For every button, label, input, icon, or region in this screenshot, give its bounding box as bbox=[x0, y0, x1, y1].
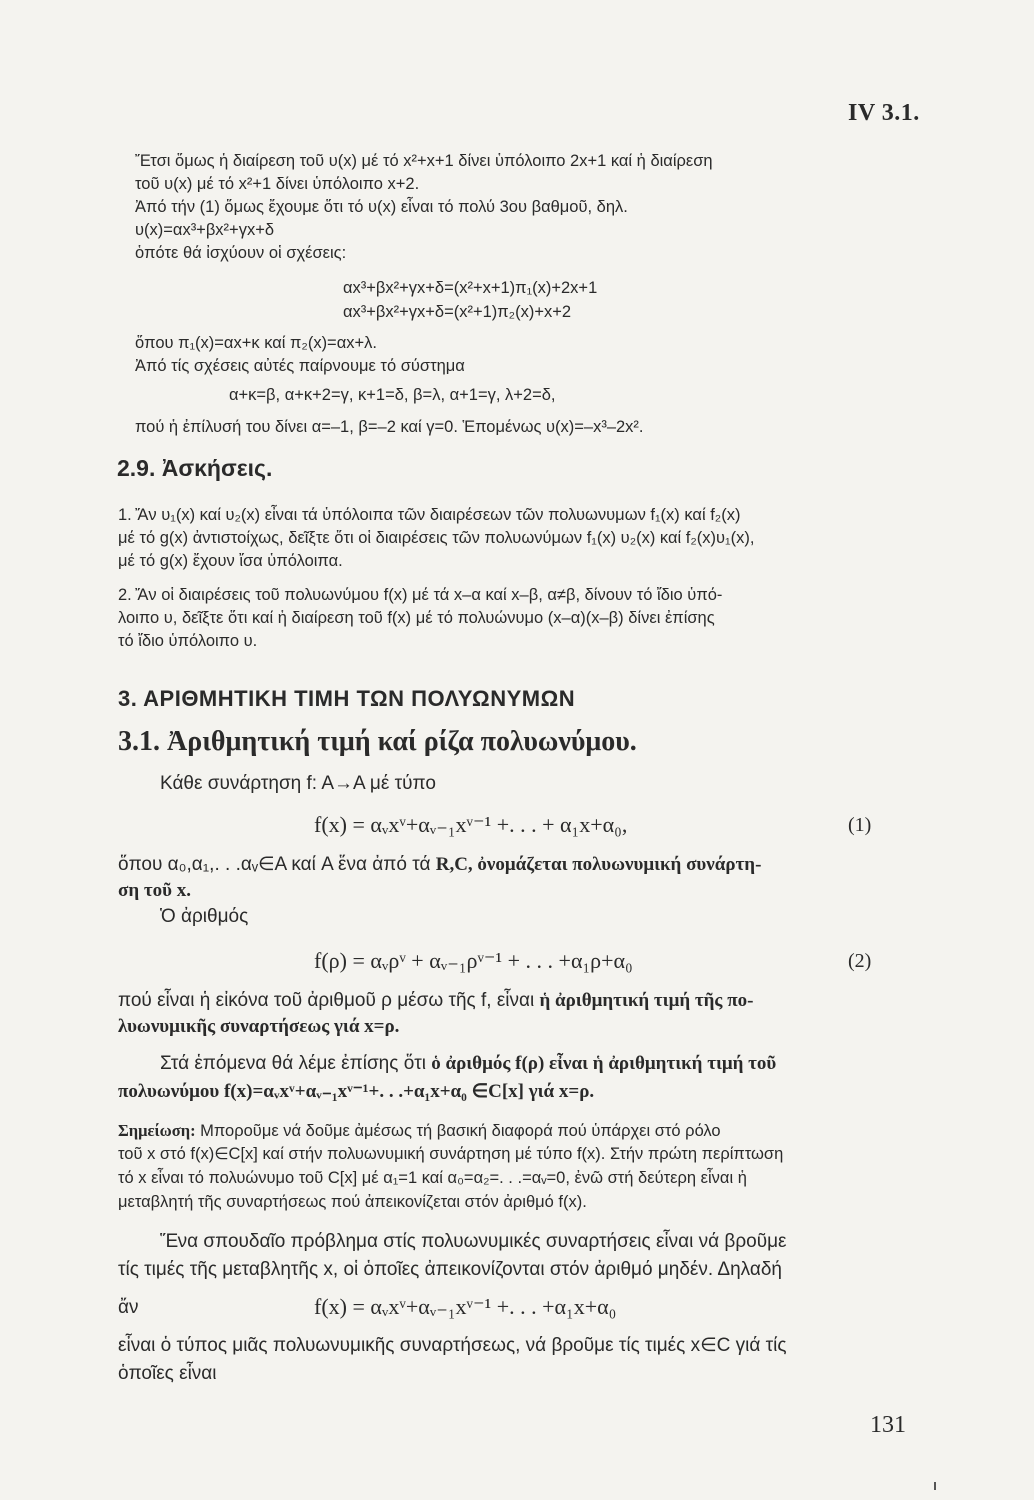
note-line: τοῦ x στό f(x)∈C[x] καί στήν πολυωνυμική συνάρτηση μέ τύπο f(x). Στήν πρώτη περίπτωση bbox=[118, 1145, 784, 1163]
text-line: τό ἴδιο ὑπόλοιπο υ. bbox=[118, 632, 258, 650]
text-run: Μποροῦμε νά δοῦμε ἀμέσως τή βασική διαφορά πού ὑπάρχει στό ρόλο bbox=[195, 1122, 721, 1140]
text-line: Ἔτσι ὅμως ἡ διαίρεση τοῦ υ(x) μέ τό x²+x+1 δίνει ὑπόλοιπο 2x+1 καί ἡ διαίρεση bbox=[135, 152, 713, 170]
bold-term: πολυωνύμου f(x)=αᵥxᵛ+αᵥ₋₁xᵛ⁻¹+. . .+α₁x+α₀ ∈C[x] γιά x=ρ. bbox=[118, 1081, 595, 1102]
text-line: εἶναι ὁ τύπος μιᾶς πολυωνυμικῆς συναρτήσεως, νά βροῦμε τίς τιμές x∈C γιά τίς bbox=[118, 1335, 787, 1356]
exercise-number: 1. bbox=[118, 506, 132, 524]
text-line: ἄν bbox=[118, 1297, 139, 1318]
text-line: λοιπο υ, δεῖξτε ὅτι καί ἡ διαίρεση τοῦ f(x) μέ τό πολυώνυμο (x–α)(x–β) δίνει ἐπίσης bbox=[118, 609, 715, 627]
text-line: Ἄν οἱ διαιρέσεις τοῦ πολυωνύμου f(x) μέ τά x–α καί x–β, α≠β, δίνουν τό ἴδιο ὑπό- bbox=[135, 586, 723, 604]
text-line: ὅπου π₁(x)=αx+κ καί π₂(x)=αx+λ. bbox=[135, 334, 377, 352]
text-line: μέ τό g(x) ἔχουν ἴσα ὑπόλοιπα. bbox=[118, 552, 343, 570]
chapter-heading: 3. ΑΡΙΘΜΗΤΙΚΗ ΤΙΜΗ ΤΩΝ ΠΟΛΥΩΝΥΜΩΝ bbox=[118, 686, 576, 711]
subsection-heading: 3.1. Ἀριθμητική τιμή καί ρίζα πολυωνύμου. bbox=[118, 726, 637, 757]
print-mark bbox=[934, 1482, 936, 1490]
text-line: Ἀπό τίς σχέσεις αὐτές παίρνουμε τό σύστημα bbox=[135, 357, 465, 375]
text-line: Ἄν υ₁(x) καί υ₂(x) εἶναι τά ὑπόλοιπα τῶν διαιρέσεων τῶν πολυωνυμων f₁(x) καί f₂(x) bbox=[135, 506, 741, 524]
formula-1: f(x) = αᵥxᵛ+αᵥ₋₁xᵛ⁻¹ +. . . + α₁x+α₀, bbox=[314, 812, 628, 837]
section-reference: IV 3.1. bbox=[848, 100, 920, 126]
text-run: Στά ἑπόμενα θά λέμε ἐπίσης ὅτι bbox=[160, 1053, 432, 1074]
text-line: Κάθε συνάρτηση f: A→A μέ τύπο bbox=[160, 773, 436, 794]
note-line: μεταβλητή τῆς συναρτήσεως πού ἀπεικονίζεται στόν ἀριθμό f(x). bbox=[118, 1193, 587, 1211]
bold-term: ἡ ἀριθμητική τιμή τῆς πο- bbox=[539, 990, 754, 1011]
equation-line: αx³+βx²+γx+δ=(x²+x+1)π₁(x)+2x+1 bbox=[343, 279, 598, 297]
bold-term: ὁ ἀριθμός f(ρ) εἶναι ἡ ἀριθμητική τιμή τοῦ bbox=[431, 1053, 777, 1074]
bold-term: λυωνυμικῆς συναρτήσεως γιά x=ρ. bbox=[118, 1016, 400, 1037]
bold-term: R,C, ὀνομάζεται πολυωνυμική συνάρτη- bbox=[435, 854, 762, 875]
equation-system: α+κ=β, α+κ+2=γ, κ+1=δ, β=λ, α+1=γ, λ+2=δ, bbox=[229, 386, 556, 404]
equation-number: (2) bbox=[848, 950, 872, 972]
text-run: πού εἶναι ἡ εἰκόνα τοῦ ἀριθμοῦ ρ μέσω τῆς f, εἶναι bbox=[118, 990, 540, 1011]
text-line bbox=[118, 989, 753, 1013]
formula-2: f(ρ) = αᵥρᵛ + αᵥ₋₁ρᵛ⁻¹ + . . . +α₁ρ+α₀ bbox=[314, 948, 633, 973]
bold-term: ση τοῦ x. bbox=[118, 880, 191, 901]
exercise-number: 2. bbox=[118, 586, 132, 604]
note-label: Σημείωση: bbox=[118, 1121, 196, 1140]
text-line: μέ τό g(x) ἀντιστοίχως, δεῖξτε ὅτι οἱ διαιρέσεις τῶν πολυωνύμων f₁(x) υ₂(x) καί f₂(x)υ₁(x), bbox=[118, 529, 755, 547]
text-line bbox=[160, 1052, 776, 1076]
section-heading: 2.9. Ἀσκήσεις. bbox=[117, 455, 273, 481]
text-line: ὁποῖες εἶναι bbox=[118, 1363, 217, 1384]
page-number: 131 bbox=[870, 1412, 906, 1438]
text-line: Ὁ ἀριθμός bbox=[160, 906, 249, 927]
text-line: Ἕνα σπουδαῖο πρόβλημα στίς πολυωνυμικές συναρτήσεις εἶναι νά βροῦμε bbox=[160, 1231, 787, 1252]
equation-number: (1) bbox=[848, 814, 872, 836]
text-line bbox=[118, 853, 761, 877]
text-line: τοῦ υ(x) μέ τό x²+1 δίνει ὑπόλοιπο x+2. bbox=[135, 175, 420, 193]
text-line: Ἀπό τήν (1) ὅμως ἔχουμε ὅτι τό υ(x) εἶναι τό πολύ 3ου βαθμοῦ, δηλ. bbox=[135, 198, 628, 216]
note-line bbox=[118, 1120, 721, 1142]
text-line: πού ἡ ἐπίλυσή του δίνει α=–1, β=–2 καί γ=0. Ἑπομένως υ(x)=–x³–2x². bbox=[135, 418, 644, 436]
text-line: τίς τιμές τῆς μεταβλητῆς x, οἱ ὁποῖες ἀπεικονίζονται στόν ἀριθμό μηδέν. Δηλαδή bbox=[118, 1259, 782, 1280]
text-line: υ(x)=αx³+βx²+γx+δ bbox=[135, 221, 275, 239]
equation-line: αx³+βx²+γx+δ=(x²+1)π₂(x)+x+2 bbox=[343, 303, 572, 321]
text-run: ὅπου α₀,α₁,. . .αᵥ∈A καί A ἕνα ἀπό τά bbox=[118, 854, 436, 875]
formula-3: f(x) = αᵥxᵛ+αᵥ₋₁xᵛ⁻¹ +. . . +α₁x+α₀ bbox=[314, 1294, 617, 1319]
note-line: τό x εἶναι τό πολυώνυμο τοῦ C[x] μέ α₁=1 καί α₀=α₂=. . .=αᵥ=0, ἐνῶ στή δεύτερη εἶναι ἡ bbox=[118, 1169, 747, 1187]
text-line: ὁπότε θά ἰσχύουν οἱ σχέσεις: bbox=[135, 244, 347, 262]
